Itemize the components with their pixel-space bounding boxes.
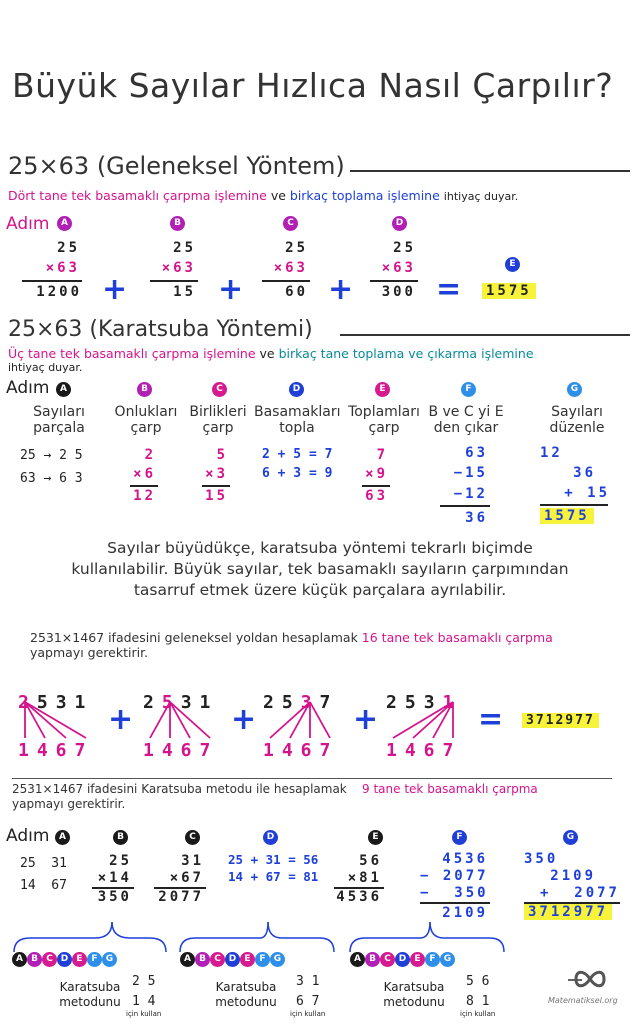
colC-rule xyxy=(202,485,230,487)
colF-b: −15 xyxy=(453,465,488,481)
colC-a: 31 xyxy=(181,853,204,869)
colB-a: 2 xyxy=(144,447,156,463)
colF-c: − 350 xyxy=(420,885,489,901)
mini-badges: A B C D E F G xyxy=(180,946,285,967)
split-row: 25 → 2 5 xyxy=(20,448,83,463)
group4-top: 2531 xyxy=(386,692,462,713)
block3-rule xyxy=(262,280,310,282)
badge-a: A xyxy=(56,382,71,397)
header-f: B ve C yi E den çıkar xyxy=(428,404,504,436)
block2-rule xyxy=(150,280,198,282)
subgroup-note: için kullan xyxy=(460,1010,496,1018)
page-title: Büyük Sayılar Hızlıca Nasıl Çarpılır? xyxy=(12,66,614,105)
badge-c: C xyxy=(212,382,227,397)
plus-sign: + xyxy=(328,272,354,307)
subgroup-nums-top: 3 1 xyxy=(296,974,320,989)
subgroup-nums-bottom: 6 7 xyxy=(296,994,320,1009)
colC-r: 15 xyxy=(205,488,228,504)
colE-rule xyxy=(362,485,390,487)
mini-badges: A B C D E F G xyxy=(350,946,455,967)
colB-b: ×14 xyxy=(97,870,132,886)
plus-sign: + xyxy=(218,272,244,307)
plus-sign: + xyxy=(102,272,128,307)
section2-heading: 25×63 (Karatsuba Yöntemi) xyxy=(8,317,313,342)
badge-a: A xyxy=(57,216,72,231)
colC-r: 2077 xyxy=(158,889,204,905)
colG-a: 350 xyxy=(524,851,559,867)
colF-a: 4536 xyxy=(442,851,488,867)
colF-a: 63 xyxy=(465,445,488,461)
colD-row: 14 + 67 = 81 xyxy=(228,869,319,884)
block2-mult: ×63 xyxy=(161,260,196,276)
block3-mult: ×63 xyxy=(273,260,308,276)
badge-c: C xyxy=(283,216,298,231)
block1-top: 25 xyxy=(57,240,80,256)
subgroup-nums-bottom: 8 1 xyxy=(466,994,490,1009)
mini-badges: A B C D E F G xyxy=(12,946,117,967)
subgroup-nums-top: 5 6 xyxy=(466,974,490,989)
badge-d: D xyxy=(392,216,407,231)
badge-c: C xyxy=(185,830,200,845)
step-label: Adım xyxy=(6,826,50,846)
group4-bottom: 1467 xyxy=(386,740,462,761)
colB-r: 350 xyxy=(97,889,132,905)
colG-r: 3712977 xyxy=(524,904,612,920)
plus-sign: + xyxy=(108,702,134,737)
step-label: Adım xyxy=(6,214,50,234)
colC-b: ×67 xyxy=(169,870,204,886)
step-label: Adım xyxy=(6,378,50,398)
colC-a: 5 xyxy=(216,447,228,463)
heading-rule xyxy=(340,334,630,336)
section2-desc-end: ihtiyaç duyar. xyxy=(8,361,83,374)
colF-rule xyxy=(440,505,490,507)
block3-result: 60 xyxy=(285,284,308,300)
subgroup-note: için kullan xyxy=(126,1010,162,1018)
block1-mult: ×63 xyxy=(45,260,80,276)
section1-desc: Dört tane tek basamaklı çarpma işlemine ve birkaç toplama işlemine ihtiyaç duyar. xyxy=(8,188,519,203)
badge-g: G xyxy=(567,382,582,397)
group3-bottom: 1467 xyxy=(263,740,339,761)
badge-a: A xyxy=(55,830,70,845)
colD-row: 25 + 31 = 56 xyxy=(228,852,319,867)
colB-a: 25 xyxy=(109,853,132,869)
colG-a: 12 xyxy=(540,445,563,461)
colG-b: 2109 xyxy=(550,868,596,884)
section1-heading: 25×63 (Geleneksel Yöntem) xyxy=(8,152,345,180)
colB-rule xyxy=(130,485,158,487)
colA-row: 25 31 xyxy=(20,856,67,871)
equals-sign: = xyxy=(478,702,504,737)
colE-b: ×9 xyxy=(365,466,388,482)
badge-b: B xyxy=(137,382,152,397)
group1-top: 2531 xyxy=(18,692,94,713)
badge-e: E xyxy=(375,382,390,397)
badge-e: E xyxy=(505,257,520,272)
colD-row: 2 + 5 = 7 xyxy=(262,447,333,462)
subgroup-label: Karatsuba metodunu xyxy=(383,980,445,1009)
subgroup-label: Karatsuba metodunu xyxy=(59,980,121,1009)
colE-r: 4536 xyxy=(336,889,382,905)
colB-b: ×6 xyxy=(133,466,156,482)
colE-b: ×81 xyxy=(347,870,382,886)
colG-b: 36 xyxy=(573,465,596,481)
watermark: Matematiksel.org xyxy=(548,996,618,1005)
badge-b: B xyxy=(113,830,128,845)
block2-top: 25 xyxy=(173,240,196,256)
header-b: Onlukları çarp xyxy=(114,404,178,436)
colE-a: 56 xyxy=(359,853,382,869)
header-a: Sayıları parçala xyxy=(33,404,85,436)
equals-sign: = xyxy=(436,272,462,307)
badge-f: F xyxy=(452,830,467,845)
colC-b: ×3 xyxy=(205,466,228,482)
subgroup-nums-top: 2 5 xyxy=(132,974,156,989)
colA-row: 14 67 xyxy=(20,878,67,893)
paragraph: Sayılar büyüdükçe, karatsuba yöntemi tekrarlı biçimde kullanılabilir. Büyük sayılar, tek basamaklı sayıların çarpımından tasarruf etmek üzere küçük parçalara ayrılabilir. xyxy=(71,539,569,599)
group2-top: 2531 xyxy=(143,692,219,713)
block4-rule xyxy=(370,280,418,282)
plus-sign: + xyxy=(231,702,257,737)
colG-c: + 15 xyxy=(564,485,610,501)
block1-result: 1200 xyxy=(36,284,82,300)
badge-f: F xyxy=(461,382,476,397)
section4-text: 2531×1467 ifadesini Karatsuba metodu ile hesaplamak 9 tane tek basamaklı çarpma yapmayı gerektirir. xyxy=(12,782,538,811)
heading-rule xyxy=(350,170,630,172)
badge-d: D xyxy=(289,382,304,397)
colF-b: − 2077 xyxy=(420,868,489,884)
badge-d: D xyxy=(263,830,278,845)
subgroup-label: Karatsuba metodunu xyxy=(215,980,277,1009)
answer: 1575 xyxy=(482,283,536,299)
subgroup-note: için kullan xyxy=(290,1010,326,1018)
colG-r: 1575 xyxy=(540,508,594,524)
plus-sign: + xyxy=(353,702,379,737)
section3-text: 2531×1467 ifadesini geleneksel yoldan hesaplamak 16 tane tek basamaklı çarpma yapmayı gerektirir. xyxy=(30,630,553,660)
group3-top: 2537 xyxy=(263,692,339,713)
split-row: 63 → 6 3 xyxy=(20,471,83,486)
block2-result: 15 xyxy=(173,284,196,300)
colF-rule xyxy=(420,902,490,904)
badge-e: E xyxy=(368,830,383,845)
colE-r: 63 xyxy=(365,488,388,504)
colE-a: 7 xyxy=(376,447,388,463)
section3-answer: 3712977 xyxy=(522,713,599,728)
block3-top: 25 xyxy=(285,240,308,256)
group1-bottom: 1467 xyxy=(18,740,94,761)
header-c: Birlikleri çarp xyxy=(189,404,247,436)
colB-r: 12 xyxy=(133,488,156,504)
group2-bottom: 1467 xyxy=(143,740,219,761)
badge-g: G xyxy=(563,830,578,845)
block4-top: 25 xyxy=(393,240,416,256)
block4-mult: ×63 xyxy=(381,260,416,276)
header-e: Toplamları çarp xyxy=(348,404,420,436)
section2-desc: Üç tane tek basamaklı çarpma işlemine ve birkaç tane toplama ve çıkarma işlemine xyxy=(8,346,534,361)
colF-r: 2109 xyxy=(442,905,488,921)
colF-c: −12 xyxy=(453,486,488,502)
colD-row: 6 + 3 = 9 xyxy=(262,466,333,481)
header-d: Basamakları topla xyxy=(254,404,341,436)
colF-r: 36 xyxy=(465,510,488,526)
block1-rule xyxy=(22,280,82,282)
colG-rule xyxy=(540,504,608,506)
colG-c: + 2077 xyxy=(539,885,620,901)
badge-b: B xyxy=(170,216,185,231)
divider xyxy=(12,778,612,779)
subgroup-nums-bottom: 1 4 xyxy=(132,994,156,1009)
header-g: Sayıları düzenle xyxy=(549,404,605,436)
infinity-logo-icon xyxy=(560,962,620,996)
block4-result: 300 xyxy=(381,284,416,300)
